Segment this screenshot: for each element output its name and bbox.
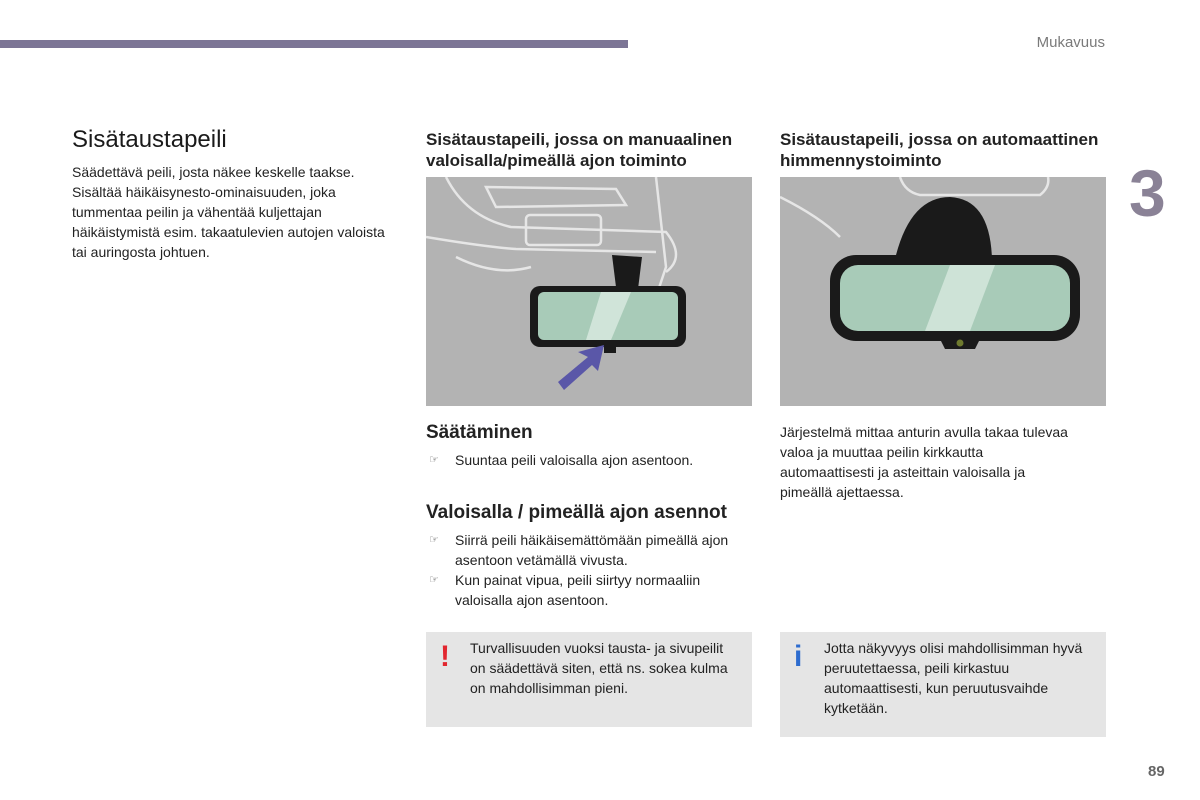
positions-title: Valoisalla / pimeällä ajon asennot (426, 502, 727, 523)
page-title: Sisätaustapeili (72, 126, 227, 153)
page-number: 89 (1148, 763, 1165, 780)
list-item: ☞ Siirrä peili häikäisemättömään pimeällä ajon asentoon vetämällä vivusta. (429, 532, 729, 568)
chapter-number: 3 (1129, 156, 1166, 230)
manual-mirror-illustration (426, 177, 752, 406)
list-item: ☞ Kun painat vipua, peili siirtyy normaaliin valoisalla ajon asentoon. (429, 572, 701, 608)
warning-note (426, 632, 752, 727)
warning-icon: ! (440, 640, 450, 673)
auto-mirror-svg (780, 177, 1106, 406)
pointing-hand-icon: ☞ (429, 534, 439, 546)
pointing-hand-icon: ☞ (429, 574, 439, 586)
positions-list (426, 530, 756, 610)
list-item: ☞ Suuntaa peili valoisalla ajon asentoon. (429, 452, 694, 468)
manual-mirror-svg (426, 177, 752, 406)
lever-arrow-icon (558, 345, 604, 390)
manual-mirror-heading: Sisätaustapeili, jossa on manuaalinen valoisalla/pimeällä ajon toiminto (426, 130, 733, 170)
intro-text: Säädettävä peili, josta näkee keskelle taakse. Sisältää häikäisynesto-ominaisuuden, joka tummentaa peilin ja vähentää kuljettajan häikäistymistä esim. takaatulevien autojen valoista tai auringosta johtuen. (72, 164, 385, 260)
info-note (780, 632, 1106, 737)
warning-text: Turvallisuuden vuoksi tausta- ja sivupeilit on säädettävä siten, että ns. sokea kulma on mahdollisimman pieni. (470, 640, 728, 696)
section-title: Mukavuus (1036, 34, 1105, 51)
adjust-title: Säätäminen (426, 422, 533, 443)
auto-description: Järjestelmä mittaa anturin avulla takaa tulevaa valoa ja muuttaa peilin kirkkautta automaattisesti ja asteittain valoisalla ja pimeällä ajettaessa. (780, 424, 1068, 500)
header-accent-bar (0, 40, 628, 48)
adjust-list (426, 450, 756, 470)
info-icon: i (794, 640, 803, 673)
auto-mirror-illustration (780, 177, 1106, 406)
intro-section (72, 126, 392, 262)
info-text: Jotta näkyvyys olisi mahdollisimman hyvä peruutettaessa, peili kirkastuu automaattisesti, kun peruutusvaihde kytketään. (824, 640, 1083, 716)
pointing-hand-icon: ☞ (429, 454, 439, 466)
auto-mirror-heading: Sisätaustapeili, jossa on automaattinen himmennystoiminto (780, 130, 1099, 170)
light-sensor-icon (957, 340, 964, 347)
